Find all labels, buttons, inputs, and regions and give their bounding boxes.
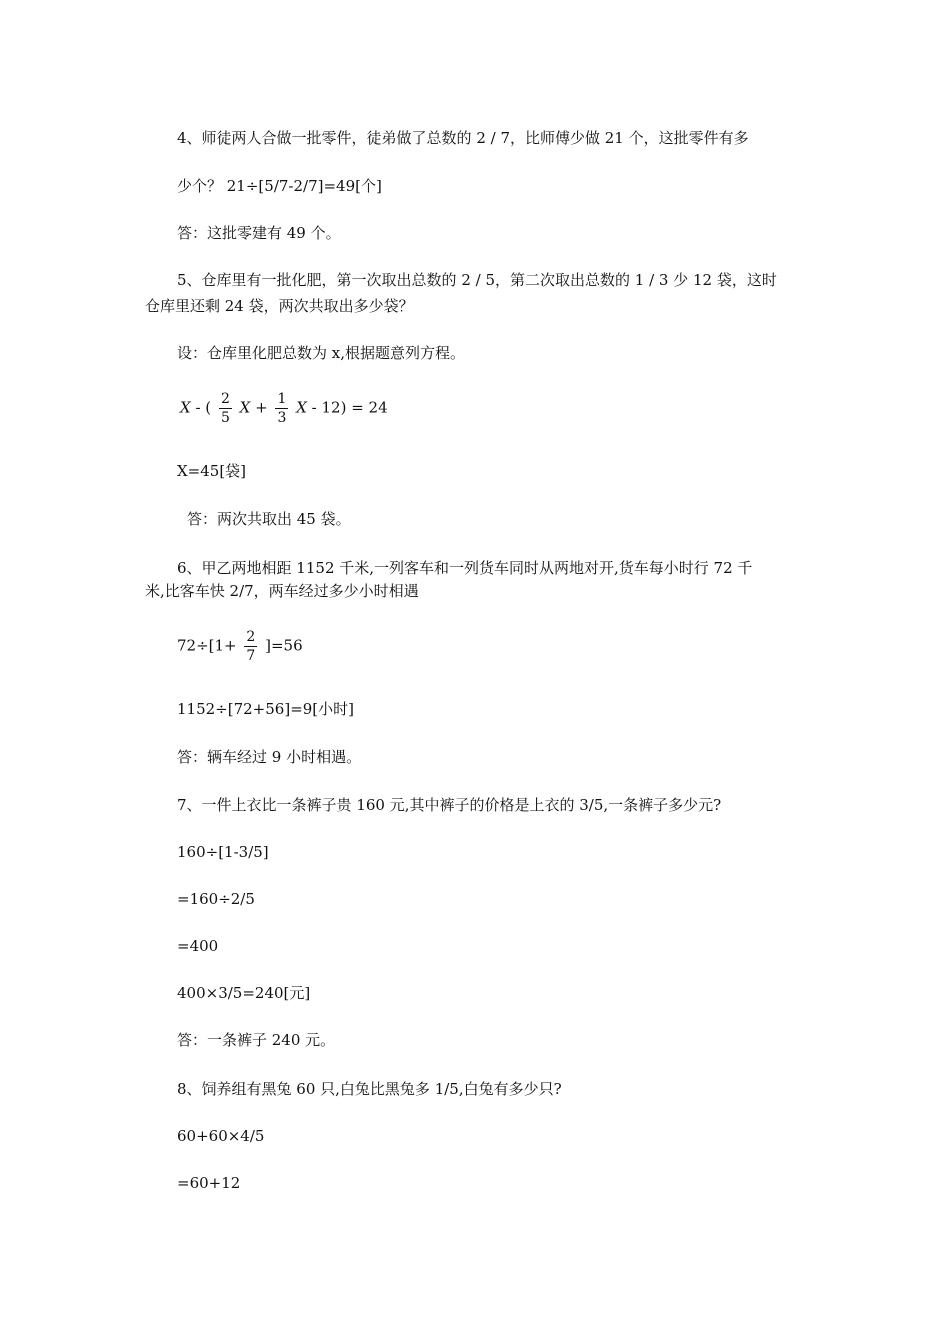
equation-suffix: ]=56 <box>265 636 303 655</box>
problem-8-step-2: =60+12 <box>177 1174 241 1192</box>
problem-8-question: 8、饲养组有黑兔 60 只,白兔比黑兔多 1/5,白兔有多少只? <box>177 1080 562 1098</box>
equation-prefix: 72÷[1+ <box>177 636 237 655</box>
equation-variable: X <box>180 398 191 417</box>
problem-6-equation-2: 1152÷[72+56]=9[小时] <box>177 700 355 718</box>
problem-7-step-4: 400×3/5=240[元] <box>177 984 311 1002</box>
fraction-denominator: 3 <box>277 410 287 426</box>
equation-variable: X <box>239 398 251 417</box>
fraction-one-third <box>275 390 288 427</box>
problem-6-line-2: 米,比客车快 2/7，两车经过多少小时相遇 <box>145 582 419 600</box>
problem-7-step-1: 160÷[1-3/5] <box>177 843 269 861</box>
problem-6-line-1: 6、甲乙两地相距 1152 千米,一列客车和一列货车同时从两地对开,货车每小时行 72 千 <box>177 559 753 577</box>
problem-5-setup: 设：仓库里化肥总数为 x,根据题意列方程。 <box>177 344 465 362</box>
problem-5-answer: 答：两次共取出 45 袋。 <box>187 510 351 528</box>
problem-6-answer: 答：辆车经过 9 小时相遇。 <box>177 748 362 766</box>
problem-8-step-1: 60+60×4/5 <box>177 1127 265 1145</box>
fraction-denominator: 5 <box>220 410 230 426</box>
fraction-denominator: 7 <box>246 648 256 664</box>
equation-plus: + <box>255 398 268 417</box>
problem-7-step-2: =160÷2/5 <box>177 890 255 908</box>
problem-4-line-1: 4、师徒两人合做一批零件，徒弟做了总数的 2 / 7，比师傅少做 21 个，这批零件有多 <box>177 129 749 147</box>
problem-5-line-2: 仓库里还剩 24 袋，两次共取出多少袋？ <box>145 297 414 315</box>
fraction-numerator: 2 <box>246 629 256 645</box>
fraction-numerator: 2 <box>220 391 230 407</box>
equation-tail: - 12) = 24 <box>311 398 388 417</box>
problem-7-question: 7、一件上衣比一条裤子贵 160 元,其中裤子的价格是上衣的 3/5,一条裤子多少元? <box>177 796 722 814</box>
problem-6-equation-1 <box>177 628 303 665</box>
problem-4-answer: 答：这批零建有 49 个。 <box>177 224 341 242</box>
problem-5-result: X=45[袋] <box>177 462 247 480</box>
problem-7-answer: 答：一条裤子 240 元。 <box>177 1031 336 1049</box>
problem-5-equation <box>180 390 388 427</box>
problem-7-step-3: =400 <box>177 937 219 955</box>
fraction-two-fifths <box>219 390 232 427</box>
fraction-two-sevenths <box>244 628 257 665</box>
equation-minus-open: - ( <box>195 398 212 417</box>
fraction-numerator: 1 <box>277 391 287 407</box>
problem-4-line-2: 少个？ 21÷[5/7-2/7]=49[个] <box>177 177 382 195</box>
equation-variable: X <box>296 398 307 417</box>
problem-5-line-1: 5、仓库里有一批化肥，第一次取出总数的 2 / 5，第二次取出总数的 1 / 3 少 12 袋，这时 <box>177 271 777 289</box>
